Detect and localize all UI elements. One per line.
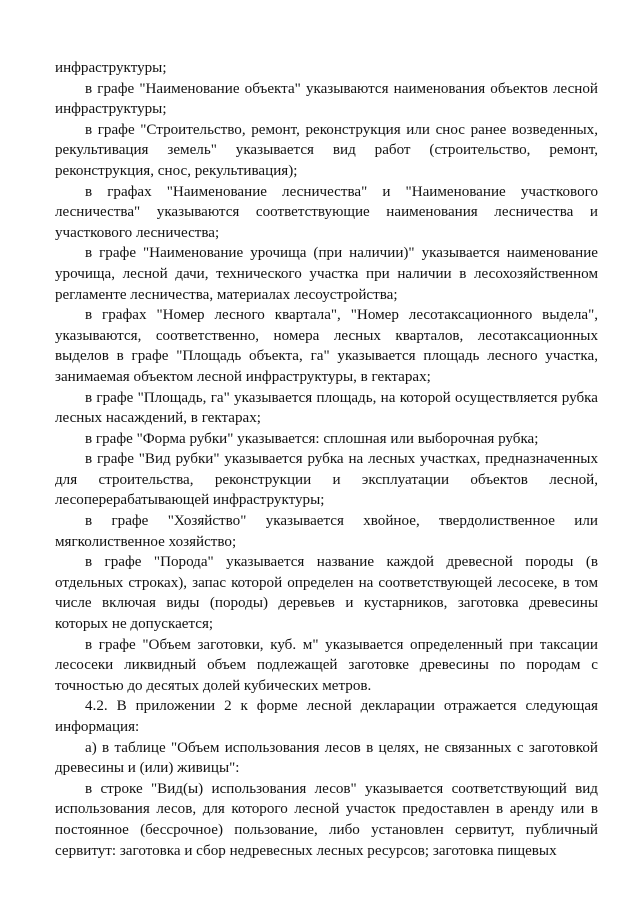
- paragraph-use-types: в строке "Вид(ы) использования лесов" указывается соответствующий вид использования лесов, для которого лесной участок предоставлен в аренду или в постоянное (бессрочное) пользование, либо установлен сервитут, публичный сервитут: заготовка и сбор недревесных лесных ресурсов; заготовка пищевых: [55, 780, 598, 859]
- paragraph-continuation: инфраструктуры;: [55, 60, 167, 76]
- paragraph-section-4-2: 4.2. В приложении 2 к форме лесной декларации отражается следующая информация:: [55, 698, 598, 735]
- paragraph-construction: в графе "Строительство, ремонт, реконструкция или снос ранее возведенных, рекультивация земель" указывается вид работ (строительство, ремонт, реконструкция, снос, рекультивация);: [55, 121, 598, 179]
- paragraph-forestry-names: в графах "Наименование лесничества" и "Наименование участкового лесничества" указываются соответствующие наименования лесничества и участкового лесничества;: [55, 183, 598, 241]
- paragraph-felling-form: в графе "Форма рубки" указывается: сплошная или выборочная рубка;: [85, 430, 539, 447]
- paragraph-harvest-volume: в графе "Объем заготовки, куб. м" указывается определенный при таксации лесосеки ликвидный объем подлежащей заготовке древесины по породам с точностью до десятых долей кубических метров.: [55, 636, 598, 694]
- paragraph-object-name: в графе "Наименование объекта" указываются наименования объектов лесной инфраструктуры;: [55, 80, 598, 118]
- paragraph-species: в графе "Порода" указывается название каждой древесной породы (в отдельных строках), запас которой определен на соответствующей лесосеке, в том числе включая виды (породы) деревьев и кустарников, заготовка древесины которых не допускается;: [55, 554, 598, 633]
- paragraph-area: в графе "Площадь, га" указывается площадь, на которой осуществляется рубка лесных насаждений, в гектарах;: [55, 389, 598, 427]
- paragraph-tract-name: в графе "Наименование урочища (при наличии)" указывается наименование урочища, лесной дачи, технического участка при наличии в лесохозяйственном регламенте лесничества, материалах лесоустройства;: [55, 245, 598, 303]
- paragraph-economy: в графе "Хозяйство" указывается хвойное, твердолиственное или мягколиственное хозяйство;: [55, 513, 598, 550]
- paragraph-table-a: а) в таблице "Объем использования лесов в целях, не связанных с заготовкой древесины и (или) живицы":: [55, 739, 598, 777]
- document-body: [55, 58, 598, 861]
- paragraph-quarter-number: в графах "Номер лесного квартала", "Номер лесотаксационного выдела", указываются, соответственно, номера лесных кварталов, лесотаксационных выделов в графе "Площадь объекта, га" указывается площадь лесного участка, занимаемая объектом лесной инфраструктуры, в гектарах;: [55, 307, 598, 385]
- paragraph-felling-type: в графе "Вид рубки" указывается рубка на лесных участках, предназначенных для строительства, реконструкции и эксплуатации объектов лесной, лесоперерабатывающей инфраструктуры;: [55, 451, 598, 509]
